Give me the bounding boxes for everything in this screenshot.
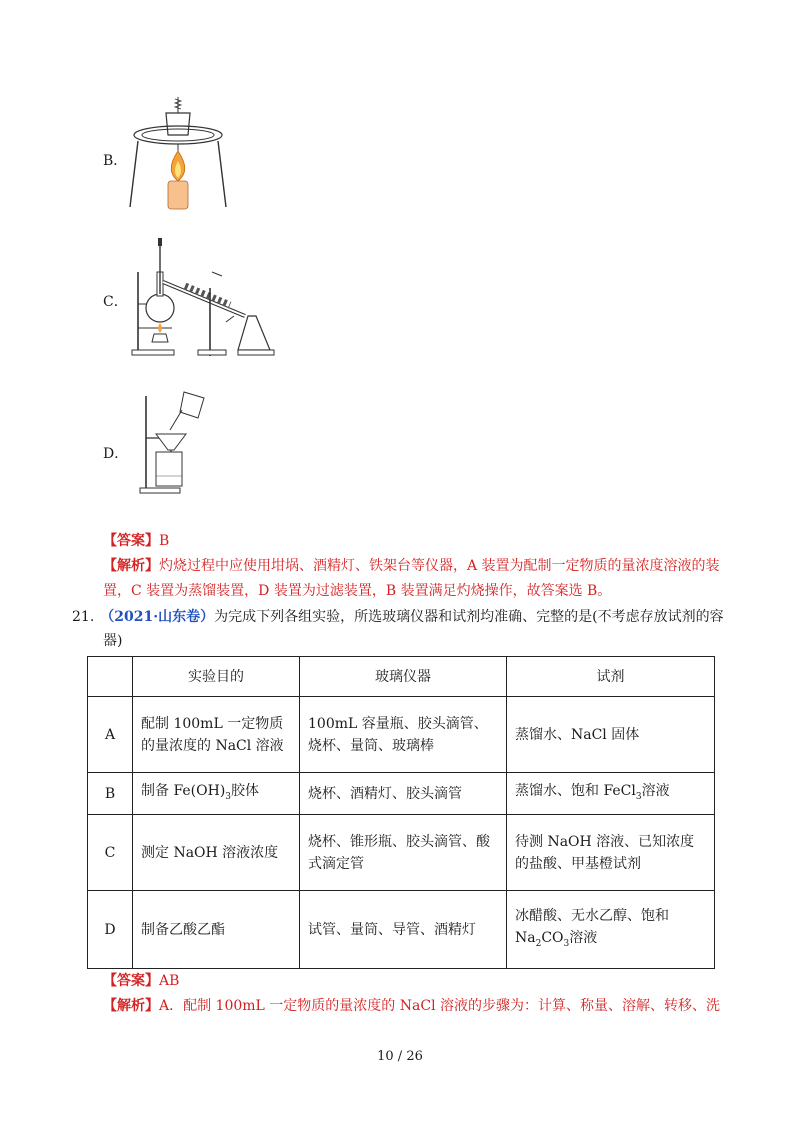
row-id: B xyxy=(88,773,133,815)
page-total: 26 xyxy=(406,1049,423,1064)
row-glassware: 试管、量筒、导管、酒精灯 xyxy=(300,891,507,969)
crucible-burning-on-tripod-icon xyxy=(128,95,228,213)
row-reagents: 冰醋酸、无水乙醇、饱和 $Na_2CO_3$溶液 xyxy=(507,891,715,969)
row-glassware: 烧杯、酒精灯、胶头滴管 xyxy=(300,773,507,815)
answer-tag: 【答案】 xyxy=(103,533,159,549)
header-id xyxy=(88,657,133,697)
table-row xyxy=(88,891,715,969)
table-row xyxy=(88,697,715,773)
row-purpose: 测定 NaOH 溶液浓度 xyxy=(133,815,300,891)
analysis-1-line1 xyxy=(103,555,720,575)
header-reagents: 试剂 xyxy=(507,657,715,697)
row-id: A xyxy=(88,697,133,773)
row-purpose: 制备乙酸乙酯 xyxy=(133,891,300,969)
analysis-2-line1 xyxy=(103,995,720,1015)
row-glassware: 烧杯、锥形瓶、胶头滴管、酸式滴定管 xyxy=(300,815,507,891)
table-row xyxy=(88,773,715,815)
header-purpose: 实验目的 xyxy=(133,657,300,697)
answer-1 xyxy=(103,530,169,550)
row-purpose: 制备 $Fe(OH)_3$胶体 xyxy=(133,773,300,815)
row-id: D xyxy=(88,891,133,969)
analysis-1-line2: 置，C 装置为蒸馏装置，D 装置为过滤装置，B 装置满足灼烧操作，故答案选 B。 xyxy=(103,583,612,599)
answer-value: B xyxy=(159,533,170,549)
option-c-label: C． xyxy=(103,294,128,310)
row-reagents: 蒸馏水、NaCl 固体 xyxy=(507,697,715,773)
question-number: 21. xyxy=(72,609,95,625)
answer-2 xyxy=(103,970,179,990)
page-separator: / xyxy=(397,1049,403,1064)
distillation-apparatus-icon xyxy=(130,232,280,358)
page-footer xyxy=(0,1049,800,1064)
experiment-table xyxy=(87,656,715,969)
table-header-row xyxy=(88,657,715,697)
answer-tag: 【答案】 xyxy=(103,973,159,989)
option-b-label: B． xyxy=(103,153,128,169)
option-d-label: D． xyxy=(103,446,129,462)
answer-value: AB xyxy=(159,973,180,989)
question-text: 为完成下列各组实验，所选玻璃仪器和试剂均准确、完整的是(不考虑存放试剂的容 xyxy=(214,609,724,625)
analysis-text: A．配制 100mL 一定物质的量浓度的 NaCl 溶液的步骤为：计算、称量、溶解、转移、洗 xyxy=(159,998,720,1014)
row-purpose: 配制 100mL 一定物质的量浓度的 NaCl 溶液 xyxy=(133,697,300,773)
analysis-text: 灼烧过程中应使用坩埚、酒精灯、铁架台等仪器，A 装置为配制一定物质的量浓度溶液的装 xyxy=(159,558,720,574)
table-row xyxy=(88,815,715,891)
row-glassware: 100mL 容量瓶、胶头滴管、烧杯、量筒、玻璃棒 xyxy=(300,697,507,773)
analysis-tag: 【解析】 xyxy=(103,558,159,574)
question-21-line1 xyxy=(72,606,724,626)
header-glassware: 玻璃仪器 xyxy=(300,657,507,697)
question-source: （2021·山东卷） xyxy=(100,609,215,625)
row-id: C xyxy=(88,815,133,891)
page-number: 10 xyxy=(377,1049,394,1064)
analysis-tag: 【解析】 xyxy=(103,998,159,1014)
question-21-line2: 器) xyxy=(103,633,123,649)
row-reagents: 蒸馏水、饱和 FeCl$_3$溶液 xyxy=(507,773,715,815)
filtration-apparatus-icon xyxy=(138,386,208,494)
row-reagents: 待测 NaOH 溶液、已知浓度的盐酸、甲基橙试剂 xyxy=(507,815,715,891)
